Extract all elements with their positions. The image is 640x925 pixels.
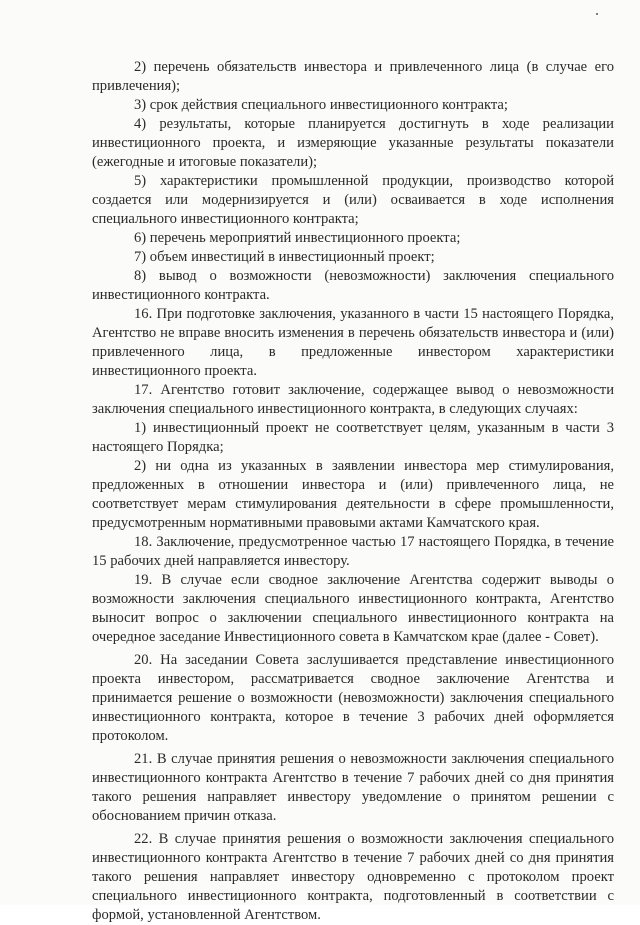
list-item-6: 6) перечень мероприятий инвестиционного проекта;: [134, 230, 461, 246]
clause-17-item-2: 2) ни одна из указанных в заявлении инвестора мер стимулирования, предложенных в отношении инвестора и (или) привлеченного лица, не соответствует мерам стимулирования деятельности в сфере промышленности, предусмотренным нормативными правовыми актами Камчатского края.: [92, 458, 614, 531]
clause-17-item-1: 1) инвестиционный проект не соответствует целям, указанным в части 3 настоящего Порядка;: [92, 420, 614, 455]
clause-17: 17. Агентство готовит заключение, содержащее вывод о невозможности заключения специального инвестиционного контракта, в следующих случаях:: [92, 382, 614, 417]
clause-18: 18. Заключение, предусмотренное частью 17 настоящего Порядка, в течение 15 рабочих дней направляется инвестору.: [92, 534, 614, 569]
list-item-7: 7) объем инвестиций в инвестиционный проект;: [134, 249, 435, 265]
document-body: [92, 58, 614, 925]
list-item-3: 3) срок действия специального инвестиционного контракта;: [134, 97, 508, 113]
list-item-5: 5) характеристики промышленной продукции, производство которой создается или модернизируется и (или) осваивается в ходе исполнения специального инвестиционного контракта;: [92, 173, 614, 227]
clause-16: 16. При подготовке заключения, указанного в части 15 настоящего Порядка, Агентство не вправе вносить изменения в перечень обязательств инвестора и (или) привлеченного лица, в предложенные инвестором характеристики инвестиционного проекта.: [92, 306, 614, 379]
clause-22: 22. В случае принятия решения о возможности заключения специального инвестиционного контракта Агентство в течение 7 рабочих дней со дня принятия такого решения направляет инвестору одновременно с протоколом проект специального инвестиционного контракта, подготовленный в соответствии с формой, установленной Агентством.: [92, 831, 614, 923]
list-item-8: 8) вывод о возможности (невозможности) заключения специального инвестиционного контракта.: [92, 268, 614, 303]
clause-20: 20. На заседании Совета заслушивается представление инвестиционного проекта инвестором, рассматривается сводное заключение Агентства и принимается решение о возможности (невозможности) заключения специального инвестиционного контракта, которое в течение 3 рабочих дней оформляется протоколом.: [92, 652, 614, 744]
list-item-2: 2) перечень обязательств инвестора и привлеченного лица (в случае его привлечения);: [92, 59, 614, 94]
list-item-4: 4) результаты, которые планируется достигнуть в ходе реализации инвестиционного проекта, и измеряющие указанные результаты показатели (ежегодные и итоговые показатели);: [92, 116, 614, 170]
scan-speck: [596, 13, 598, 15]
clause-21: 21. В случае принятия решения о невозможности заключения специального инвестиционного контракта Агентство в течение 7 рабочих дней со дня принятия такого решения направляет инвестору уведомление о принятом решении с обоснованием причин отказа.: [92, 751, 614, 824]
clause-19: 19. В случае если сводное заключение Агентства содержит выводы о возможности заключения специального инвестиционного контракта, Агентство выносит вопрос о заключении специального инвестиционного контракта на очередное заседание Инвестиционного совета в Камчатском крае (далее - Совет).: [92, 572, 614, 645]
